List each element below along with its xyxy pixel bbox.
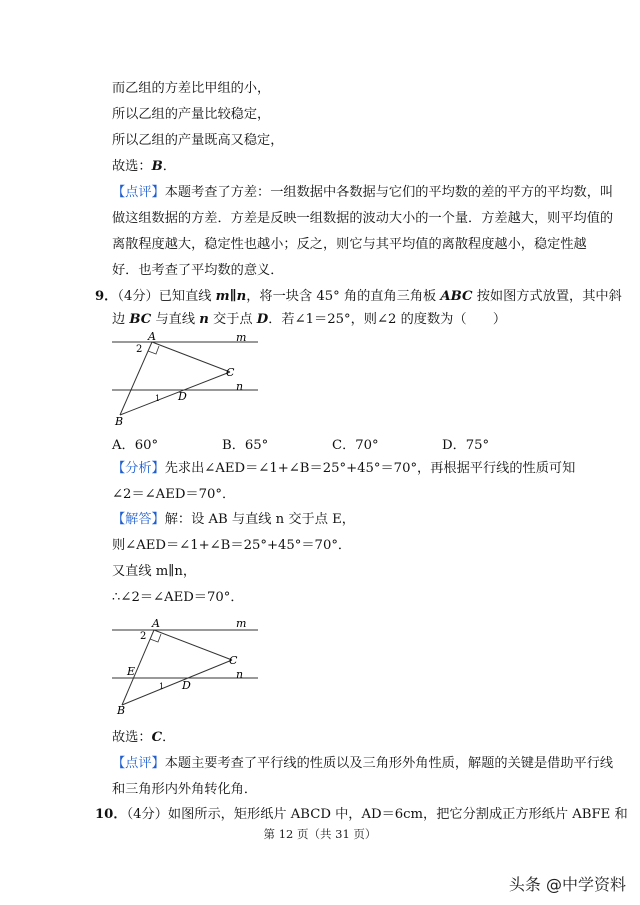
page-footer: 第 12 页（共 31 页）: [263, 827, 377, 841]
choose-line: [112, 158, 176, 176]
math-d: D: [256, 312, 269, 327]
label-E: E: [127, 665, 136, 678]
option-c: C．70°: [332, 438, 379, 453]
label-n: n: [236, 380, 244, 393]
option-d: D．75°: [442, 438, 490, 453]
label-m: m: [236, 331, 247, 344]
choose-prefix: 故选：: [112, 159, 152, 174]
answer-line-4: ∴∠2＝∠AED＝70°．: [112, 590, 244, 605]
option-b: B．65°: [222, 438, 269, 453]
analysis-line: [112, 460, 575, 478]
question-text: 按如图方式放置，其中斜: [472, 289, 622, 304]
comment-tag: 【点评】: [112, 756, 165, 771]
watermark: 头条 @中学资料: [508, 875, 626, 894]
analysis-text: 先求出∠AED＝∠1+∠B＝25°+45°＝70°，再根据平行线的性质可知: [164, 461, 576, 476]
choose-answer: B: [151, 159, 163, 174]
question-text: 边: [112, 312, 130, 327]
choose-end: ．: [162, 159, 176, 174]
label-C: C: [229, 654, 238, 667]
question-number: 10．: [95, 807, 127, 822]
question-text: 交于点: [208, 312, 257, 327]
answer-line-3: 又直线 m∥n，: [112, 564, 197, 579]
comment-line: [112, 184, 613, 202]
label-A: A: [148, 330, 156, 343]
comment-tag: 【点评】: [112, 185, 165, 200]
text-line: 好．也考查了平均数的意义．: [112, 263, 284, 278]
comment-line-q9: [112, 755, 613, 773]
question-text: 与直线: [151, 312, 200, 327]
text-line: 而乙组的方差比甲组的小，: [112, 81, 271, 96]
label-D: D: [178, 390, 187, 403]
label-1: 1: [155, 394, 161, 403]
option-a: A．60°: [112, 438, 159, 453]
math-bc: BC: [129, 312, 152, 327]
question-9-stem-2: [112, 311, 506, 329]
question-text: （4分）如图所示，矩形纸片 ABCD 中，AD＝6cm，把它分割成正方形纸片 ABFE 和: [126, 807, 628, 822]
label-D: D: [182, 679, 191, 692]
label-B: B: [115, 415, 124, 425]
choose-prefix: 故选：: [112, 730, 152, 745]
math-abc: ABC: [440, 289, 473, 304]
question-text: ，将一块含 45° 角的直角三角板: [246, 289, 441, 304]
text-line: 离散程度越大，稳定性也越小；反之，则它与其平均值的离散程度越小，稳定性越: [112, 237, 587, 252]
question-number: 9．: [95, 289, 118, 304]
label-B: B: [117, 704, 126, 715]
answer-line-2: 则∠AED＝∠1+∠B＝25°+45°＝70°．: [112, 538, 352, 553]
label-n: n: [236, 668, 244, 681]
text-line: 做这组数据的方差．方差是反映一组数据的波动大小的一个量．方差越大，则平均值的: [112, 211, 614, 226]
comment-line-q9-2: 和三角形内外角转化角．: [112, 782, 258, 797]
choose-answer: C: [151, 730, 163, 745]
answer-tag: 【解答】: [112, 512, 165, 527]
math-mn: m∥n: [215, 289, 247, 304]
label-A: A: [152, 617, 160, 630]
comment-text: 本题考查了方差：一组数据中各数据与它们的平均数的差的平方的平均数，叫: [164, 185, 614, 200]
geometry-figure-1: [112, 330, 262, 425]
label-2: 2: [140, 631, 147, 642]
analysis-line-2: ∠2＝∠AED＝70°．: [112, 487, 236, 502]
answer-line: [112, 511, 355, 529]
label-2: 2: [136, 344, 143, 355]
comment-text: 本题主要考查了平行线的性质以及三角形外角性质，解题的关键是借助平行线: [164, 756, 614, 771]
math-n: n: [199, 312, 209, 327]
analysis-tag: 【分析】: [112, 461, 165, 476]
question-text: ．若∠1＝25°，则∠2 的度数为（ ）: [268, 312, 507, 327]
geometry-figure-2: [112, 610, 262, 715]
label-m: m: [236, 617, 247, 630]
label-1: 1: [159, 682, 165, 691]
choose-line-q9: [112, 729, 175, 747]
choose-end: ．: [162, 730, 176, 745]
question-10-stem: [95, 806, 628, 824]
question-text: （4分）已知直线: [117, 289, 216, 304]
label-C: C: [226, 366, 235, 379]
question-9-stem: [95, 288, 622, 306]
answer-text: 解：设 AB 与直线 n 交于点 E，: [164, 512, 355, 527]
text-line: 所以乙组的产量既高又稳定，: [112, 133, 284, 148]
text-line: 所以乙组的产量比较稳定，: [112, 107, 271, 122]
